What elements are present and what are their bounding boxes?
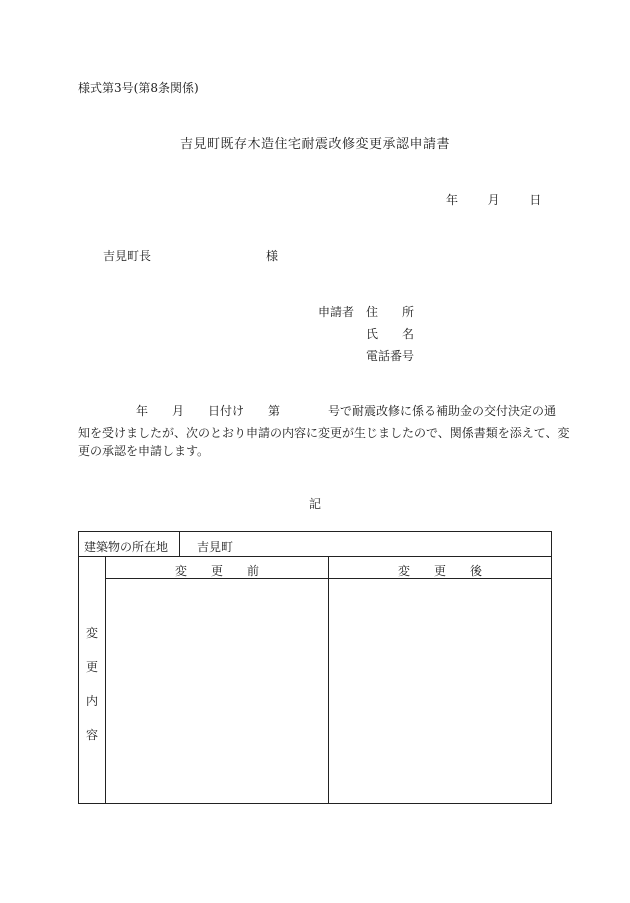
date-line (446, 194, 541, 206)
change-content-label-column (79, 556, 106, 803)
addressee-name: 吉見町長 (103, 249, 152, 263)
after-change-header: 変 更 後 (397, 564, 482, 578)
applicant-label: 申請者 (318, 305, 355, 319)
date-month: 月 (487, 193, 500, 207)
date-year: 年 (446, 193, 459, 207)
applicant-phone-label: 電話番号 (366, 349, 415, 363)
section-label-char: 内 (86, 694, 99, 708)
after-change-cell[interactable] (329, 579, 551, 803)
body-text-line-2: 知を受けましたが、次のとおり申請の内容に変更が生じましたので、関係書類を添えて、変 (78, 426, 570, 440)
applicant-address-label: 住 所 (366, 305, 415, 319)
location-label: 建築物の所在地 (84, 540, 169, 554)
addressee-honorific: 様 (266, 249, 279, 263)
change-details-table (78, 531, 552, 804)
section-label-char: 容 (86, 728, 99, 742)
before-change-header: 変 更 前 (174, 564, 259, 578)
body-text-line-1: 年 月 日付け 第 号で耐震改修に係る補助金の交付決定の通 (136, 404, 557, 418)
applicant-name-label: 氏 名 (366, 327, 415, 341)
ki-heading: 記 (308, 497, 321, 511)
document-title: 吉見町既存木造住宅耐震改修変更承認申請書 (179, 137, 450, 152)
location-divider (179, 532, 180, 556)
location-value: 吉見町 (197, 540, 234, 554)
form-number: 様式第3号(第8条関係) (78, 81, 199, 95)
section-label-char: 更 (86, 660, 99, 674)
section-label-char: 変 (86, 626, 99, 640)
before-change-cell[interactable] (106, 579, 328, 803)
date-day: 日 (529, 193, 542, 207)
body-text-line-3: 更の承認を申請します。 (78, 444, 210, 458)
location-row (79, 532, 551, 557)
